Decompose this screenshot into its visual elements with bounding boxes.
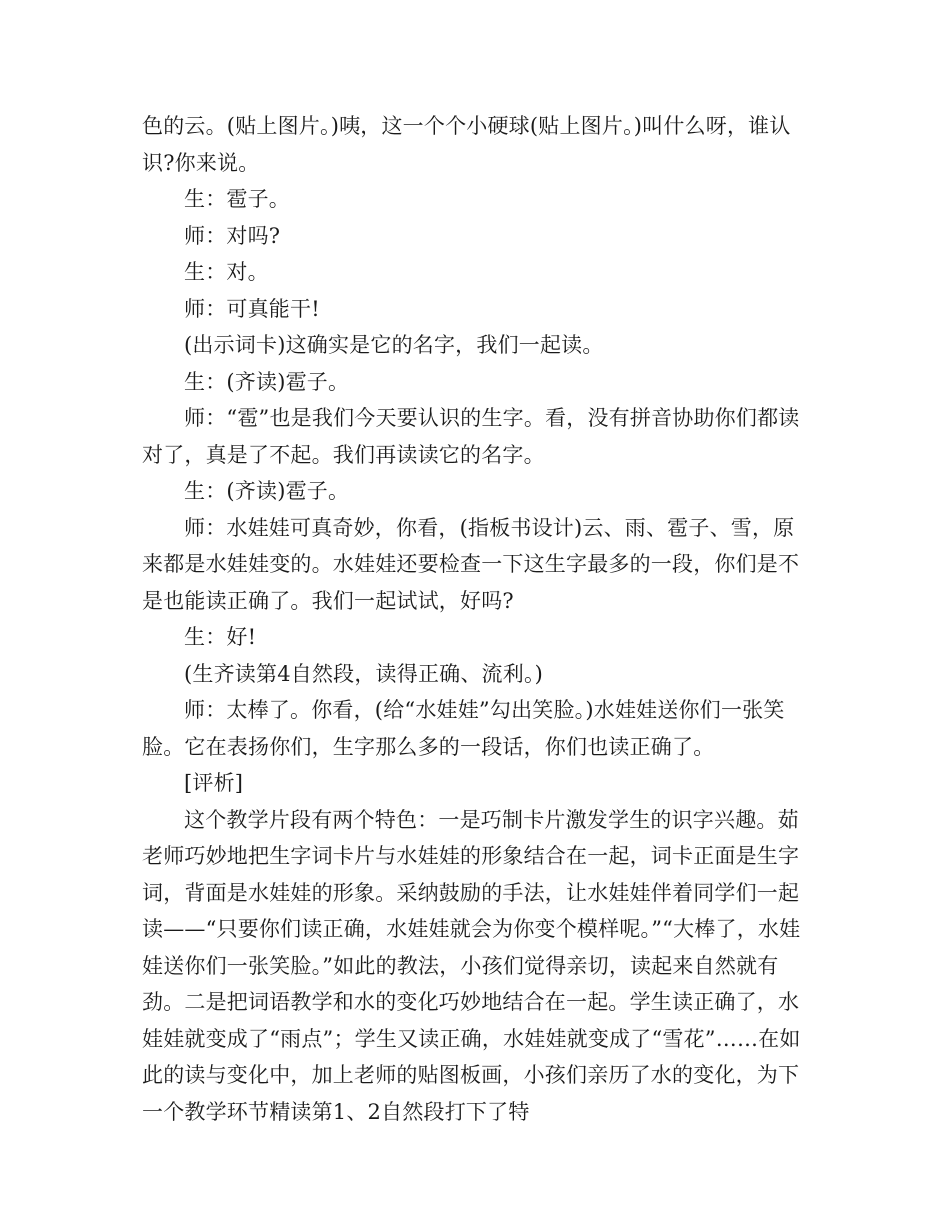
document-body [142, 108, 808, 1130]
paragraph: 这个教学片段有两个特色：一是巧制卡片激发学生的识字兴趣。茹老师巧妙地把生字词卡片与水娃娃的形象结合在一起，词卡正面是生字词，背面是水娃娃的形象。采纳鼓励的手法，让水娃娃伴着同学们一起读——“只要你们读正确，水娃娃就会为你变个模样呢。”“大棒了，水娃娃送你们一张笑脸。”如此的教法，小孩们觉得亲切，读起来自然就有劲。二是把词语教学和水的变化巧妙地结合在一起。学生读正确了，水娃娃就变成了“雨点”；学生又读正确，水娃娃就变成了“雪花”……在如此的读与变化中，加上老师的贴图板画，小孩们亲历了水的变化，为下一个教学环节精读第1、2自然段打下了特 [142, 807, 801, 1124]
paragraph: (出示词卡)这确实是它的名字，我们一起读。 [184, 333, 604, 357]
section-heading: [评析] [184, 771, 244, 795]
paragraph: 师：“雹”也是我们今天要认识的生字。看，没有拼音协助你们都读对了，真是了不起。我们再读读它的名字。 [142, 406, 800, 467]
paragraph: 生：(齐读)雹子。 [184, 479, 350, 503]
paragraph: 生：(齐读)雹子。 [184, 369, 350, 394]
paragraph: 师：可真能干! [184, 296, 320, 321]
paragraph: 生：雹子。 [184, 187, 290, 211]
paragraph: 师：太棒了。你看，(给“水娃娃”勾出笑脸。)水娃娃送你们一张笑脸。它在表扬你们，生字那么多的一段话，你们也读正确了。 [142, 698, 785, 759]
paragraph: (生齐读第4自然段，读得正确、流利。) [184, 661, 544, 686]
paragraph: 生：对。 [184, 260, 269, 284]
paragraph: 师：水娃娃可真奇妙，你看，(指板书设计)云、雨、雹子、雪，原来都是水娃娃变的。水娃娃还要检查一下这生字最多的一段，你们是不是也能读正确了。我们一起试试，好吗? [142, 515, 800, 613]
paragraph: 生：好! [184, 625, 257, 649]
paragraph: 师：对吗? [184, 223, 281, 248]
paragraph: 色的云。(贴上图片。)咦，这一个个小硬球(贴上图片。)叫什么呀，谁认识?你来说。 [142, 114, 791, 175]
